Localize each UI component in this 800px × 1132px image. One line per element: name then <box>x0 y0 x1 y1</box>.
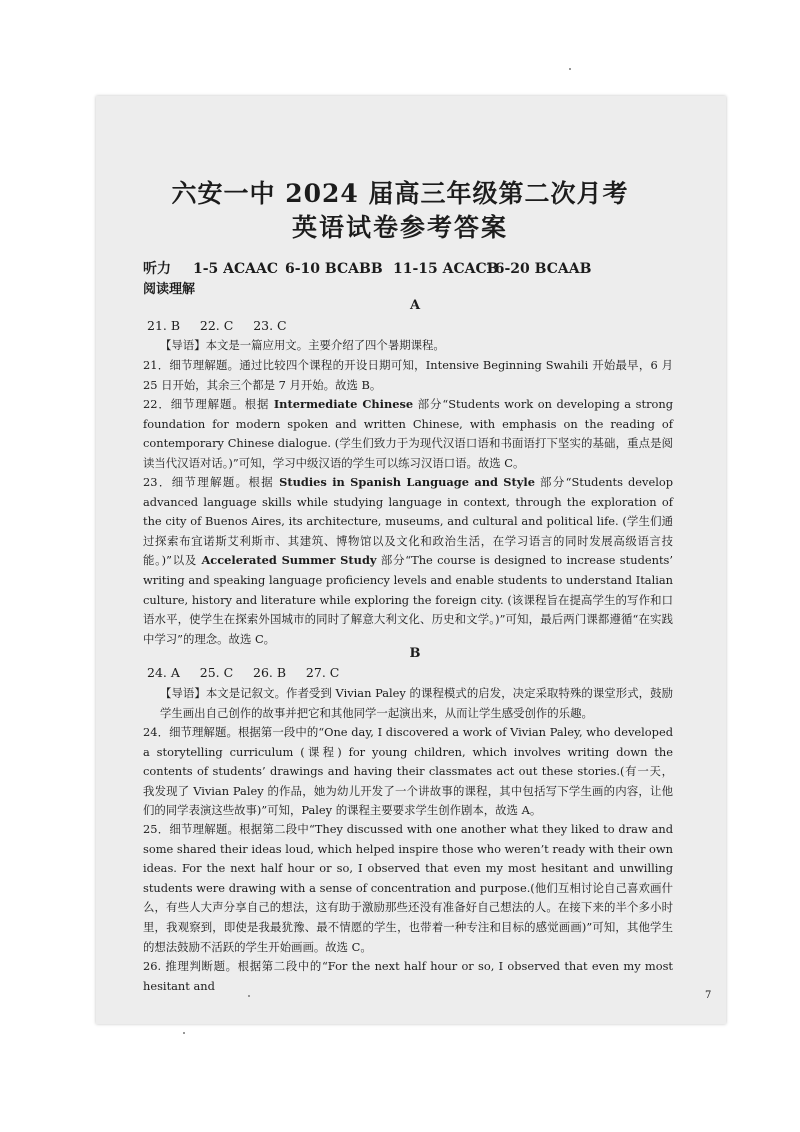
question-21-explanation: 21．细节理解题。通过比较四个课程的开设日期可知，Intensive Beginning Swahili 开始最早，6 月 25 日开始，其余三个都是 7 月开始。故选 B。 <box>143 358 673 392</box>
question-23-explanation <box>143 473 673 649</box>
question-26-explanation: 26. 推理判断题。根据第二段中的“For the next half hour or so, I observed that even my most hesitant and <box>143 959 673 993</box>
section-a-answers: 21. B 22. C 23. C <box>147 318 287 333</box>
q23-keyword-2: Accelerated Summer Study <box>201 553 377 568</box>
title-line-1: 六安一中 2024 届高三年级第二次月考 <box>171 179 629 208</box>
question-24-explanation: 24．细节理解题。根据第一段中的“One day, I discovered a work of Vivian Paley, who developed a storytelling curriculum (课程) for young children, which involves writing down the contents of students’ drawings and having their classmates act out these stories.(有一天，我发现了 Vivian Paley 的作品，她为幼儿开发了一个讲故事的课程，其中包括写下学生画的内容，让他们的同学表演这些故事)”可知，Paley 的课程主要要求学生创作剧本，故选 A。 <box>143 725 673 818</box>
q22-body: 部分“Students work on developing a strong foundation for modern spoken and written Chinese, with emphasis on the reading of contemporary Chinese dialogue. (学生们致力于为现代汉语口语和书面语打下坚实的基础，重点是阅读当代汉语对话。)”可知，学习中级汉语的学生可以练习汉语口语。故选 C。 <box>143 397 673 470</box>
scan-speck <box>183 1032 185 1034</box>
section-b-answers: 24. A 25. C 26. B 27. C <box>147 665 340 680</box>
reading-label: 阅读理解 <box>143 282 196 297</box>
q22-lead: 22．细节理解题。根据 <box>143 397 274 411</box>
listening-group-1: 1-5 ACAAC <box>193 261 279 277</box>
q23-lead: 23．细节理解题。根据 <box>143 475 280 489</box>
listening-group-4: 16-20 BCAAB <box>485 261 592 277</box>
listening-answers <box>143 258 591 278</box>
listening-group-2: 6-10 BCABB <box>285 261 383 277</box>
q22-keyword: Intermediate Chinese <box>273 397 414 411</box>
scan-speck <box>569 68 571 70</box>
section-a-heading: A <box>409 298 421 313</box>
title-line-2: 英语试卷参考答案 <box>291 213 508 242</box>
q23-body-2: 部分“The course is designed to increase students’ writing and speaking language proficiency levels and enable students to understand Italian culture, history and literature while exploring the foreign city. (该课程旨在提高学生的写作和口语水平，使学生在探索外国城市的同时了解意大利文化、历史和文学。)”可知，最后两门课都遵循“在实践中学习”的理念。故选 C。 <box>143 553 673 646</box>
question-22-explanation <box>143 395 673 473</box>
q23-keyword-1: Studies in Spanish Language and Style <box>279 475 535 489</box>
listening-label: 听力 <box>143 261 171 277</box>
question-25-explanation: 25．细节理解题。根据第二段中“They discussed with one another what they liked to draw and some shared their ideas loud, which helped inspire those who weren’t ready with their own ideas. For the next half hour or so, I observed that even my most hesitant and unwilling students were drawing with a sense of concentration and purpose.(他们互相讨论自己喜欢画什么，有些人大声分享自己的想法，这有助于激励那些还没有准备好自己想法的人。在接下来的半个多小时里，我观察到，即使是我最犹豫、最不情愿的学生，也带着一种专注和目标的感觉画画)”可知，其他学生的想法鼓励不活跃的学生开始画画。故选 C。 <box>143 822 673 954</box>
listening-group-3: 11-15 ACACB <box>393 261 499 277</box>
page-number: 7 <box>705 990 712 1001</box>
section-a-guide: 【导语】本文是一篇应用文。主要介绍了四个暑期课程。 <box>160 338 445 352</box>
section-b-guide: 【导语】本文是记叙文。作者受到 Vivian Paley 的课程模式的启发，决定采取特殊的课堂形式，鼓励学生画出自己创作的故事并把它和其他同学一起演出来，从而让学生感受创作的乐趣。 <box>160 686 673 720</box>
q23-body-1: 部分“Students develop advanced language skills while studying language in context, through the exploration of the city of Buenos Aires, its architecture, museums, and cultural and political life. (学生们通过探索布宜诺斯艾利斯市、其建筑、博物馆以及文化和政治生活，在学习语言的同时发展高级语言技能。)”以及 <box>143 475 673 568</box>
section-b-heading: B <box>409 646 421 661</box>
